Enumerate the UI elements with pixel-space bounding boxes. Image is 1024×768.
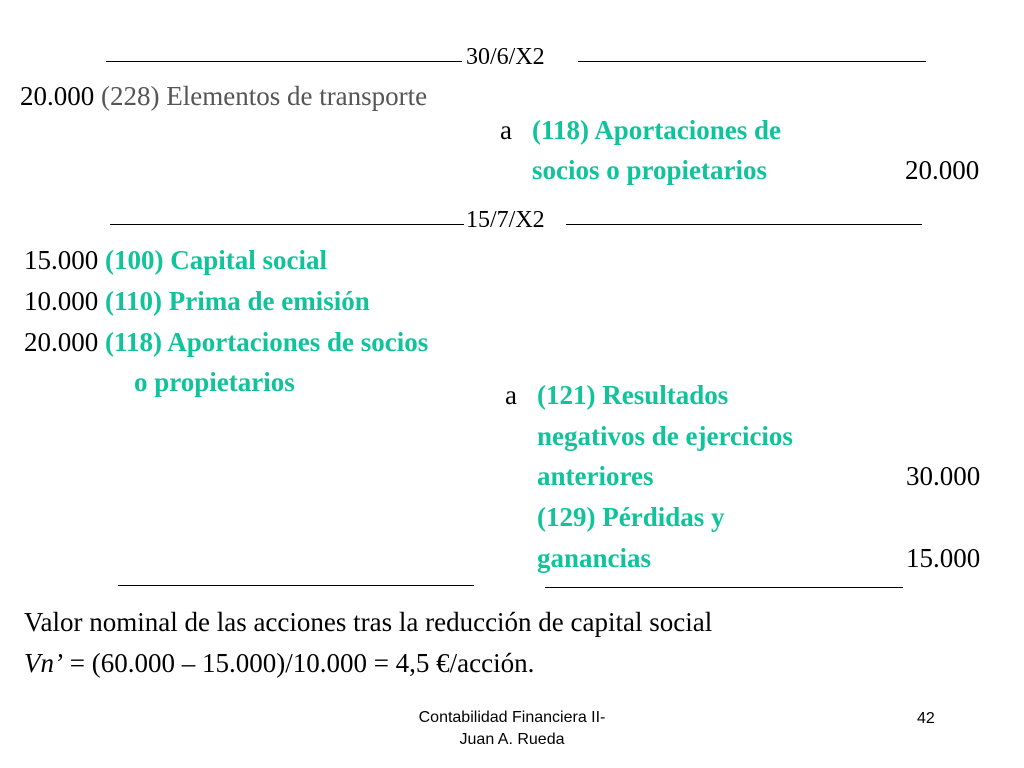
closing-rule-left [118,585,474,586]
entry1-credit-amount: 20.000 [905,155,980,185]
note-formula [24,643,534,683]
entry2-debit-account: (118) Aportaciones de socios [105,327,429,357]
entry2-debit-row [24,322,428,362]
footer-credit [372,707,652,751]
entry2-credit2-amount: 15.000 [906,543,981,573]
entry2-debit-amount: 10.000 [24,286,99,316]
entry1-credit-prefix: a [500,115,512,145]
entry2-credit2-line1: (129) Pérdidas y [537,502,725,532]
entry1-date: 30/6/X2 [466,44,545,70]
page-number: 42 [917,710,935,727]
entry2-credit1-line3: anteriores [537,461,654,491]
entry2-rule-right [566,224,922,225]
entry2-debit-account-line2: o propietarios [134,367,295,397]
entry1-credit-account-line2: socios o propietarios [532,155,767,185]
entry2-debit-row [24,281,370,321]
entry2-debit-amount: 20.000 [24,327,99,357]
footer-line2: Juan A. Rueda [459,731,565,748]
formula-variable: Vn’ [24,648,63,678]
entry2-rule-left [110,224,464,225]
closing-rule-right [545,587,903,588]
note-line1: Valor nominal de las acciones tras la reducción de capital social [24,607,713,637]
entry2-credit-prefix: a [505,380,517,410]
entry2-debit-account: (100) Capital social [105,245,327,275]
entry2-debit-account: (110) Prima de emisión [105,286,370,316]
entry2-credit2-line2: ganancias [537,543,652,573]
formula-expression: = (60.000 – 15.000)/10.000 = 4,5 €/acción. [62,648,535,678]
entry2-credit1-amount: 30.000 [906,461,981,491]
entry1-credit-account-line1: (118) Aportaciones de [532,115,781,145]
entry2-date: 15/7/X2 [466,207,545,233]
entry1-debit-amount: 20.000 [20,81,95,111]
entry2-debit-row [24,240,327,280]
footer-line1: Contabilidad Financiera II- [418,709,606,726]
entry1-rule-right [578,61,926,62]
entry1-debit-row [20,76,427,116]
entry2-debit-amount: 15.000 [24,245,99,275]
entry2-credit1-line1: (121) Resultados [537,380,729,410]
entry1-rule-left [106,61,462,62]
entry1-debit-account: (228) Elementos de transporte [101,81,428,111]
entry2-credit1-line2: negativos de ejercicios [537,421,793,451]
